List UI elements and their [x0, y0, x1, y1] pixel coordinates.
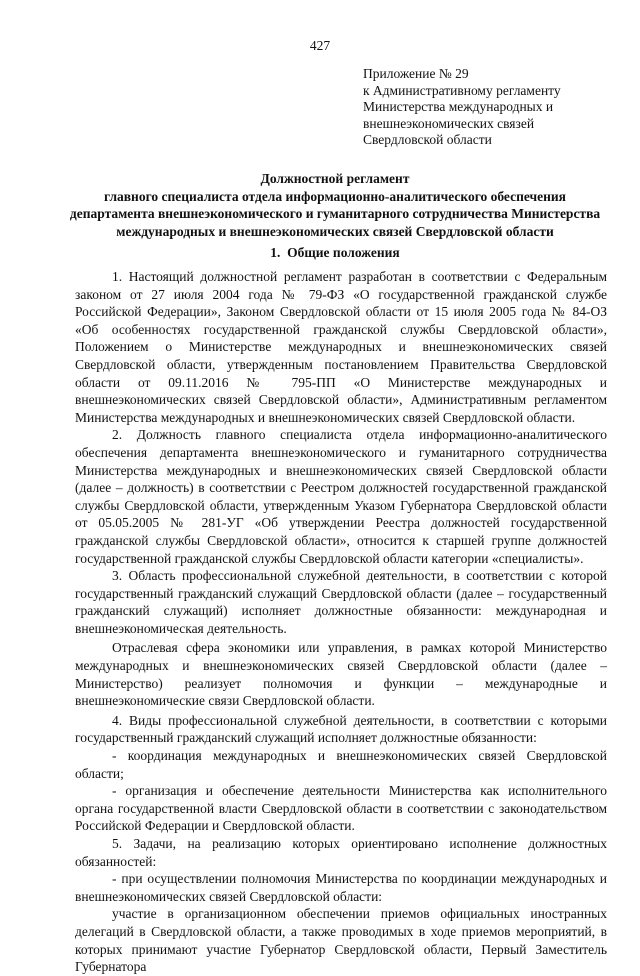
section-number: 1.	[270, 245, 281, 260]
appendix-line: к Административному регламенту	[363, 82, 561, 98]
appendix-line: Свердловской области	[363, 132, 492, 148]
paragraph: 2. Должность главного специалиста отдела информационно-аналитического обеспечения департамента внешнеэкономического и гуманитарного сотрудничества Министерства международных и внешнеэкономических связей Свердловской области (далее – должность) в соответствии с Реестром должностей государственной гражданской службы Свердловской области, утвержденным Указом Губернатора Свердловской области от 05.05.2005 № 281-УГ «Об утверждении Реестра должностей государственной гражданской службы Свердловской области», относится к старшей группе должностей государственной гражданской службы Свердловской области категории «специалисты».	[75, 427, 607, 566]
document-title-main: Должностной регламент	[260, 171, 410, 186]
page-number: 427	[309, 38, 331, 53]
document-title	[60, 170, 610, 240]
document-body	[75, 268, 607, 976]
appendix-line: Приложение № 29	[363, 66, 469, 81]
list-item: - при осуществлении полномочия Министерства по координации международных и внешнеэкономических связей Свердловской области:	[75, 871, 607, 904]
section-title: Общие положения	[287, 245, 400, 260]
appendix-line: внешнеэкономических связей	[363, 115, 535, 131]
appendix-line: Министерства международных и	[363, 99, 554, 115]
paragraph: 3. Область профессиональной служебной деятельности, в соответствии с которой государственный гражданский служащий Свердловской области (далее – государственный гражданский служащий) исполняет должностные обязанности: международная и внешнеэкономическая деятельность.	[75, 568, 607, 636]
paragraph: Отраслевая сфера экономики или управления, в рамках которой Министерство международных и внешнеэкономических связей Свердловской области (далее – Министерство) реализует полномочия и функции – международные и внешнеэкономические связи Свердловской области.	[75, 640, 607, 709]
document-title-subtitle: главного специалиста отдела информационно-аналитического обеспечения департамента внешнеэкономического и гуманитарного сотрудничества Министерства международных и внешнеэкономических связей Свердловской области	[69, 188, 601, 239]
list-item: - координация международных и внешнеэкономических связей Свердловской области;	[75, 748, 607, 781]
paragraph: 1. Настоящий должностной регламент разработан в соответствии с Федеральным законом от 27 июля 2004 года № 79-ФЗ «О государственной гражданской службе Российской Федерации», Законом Свердловской области от 15 июля 2005 года № 84-ОЗ «Об особенностях государственной гражданской службы Свердловской области», Положением о Министерстве международных и внешнеэкономических связей Свердловской области, утвержденным постановлением Правительства Свердловской области от 09.11.2016 № 795-ПП «О Министерстве международных и внешнеэкономических связей Свердловской области», Административным регламентом Министерства международных и внешнеэкономических связей Свердловской области.	[75, 269, 607, 425]
paragraph: участие в организационном обеспечении приемов официальных иностранных делегаций в Свердловской области, а также проводимых в ходе приемов мероприятий, в которых принимают участие Губернатор Свердловской области, Первый Заместитель Губернатора	[75, 906, 607, 975]
section-heading	[0, 244, 640, 262]
list-item: - организация и обеспечение деятельности Министерства как исполнительного органа государственной власти Свердловской области в соответствии с законодательством Российской Федерации и Свердловской области.	[75, 783, 607, 834]
paragraph: 4. Виды профессиональной служебной деятельности, в соответствии с которыми государственный гражданский служащий исполняет должностные обязанности:	[75, 712, 607, 746]
appendix-header	[363, 66, 633, 149]
paragraph: 5. Задачи, на реализацию которых ориентировано исполнение должностных обязанностей:	[75, 836, 607, 869]
